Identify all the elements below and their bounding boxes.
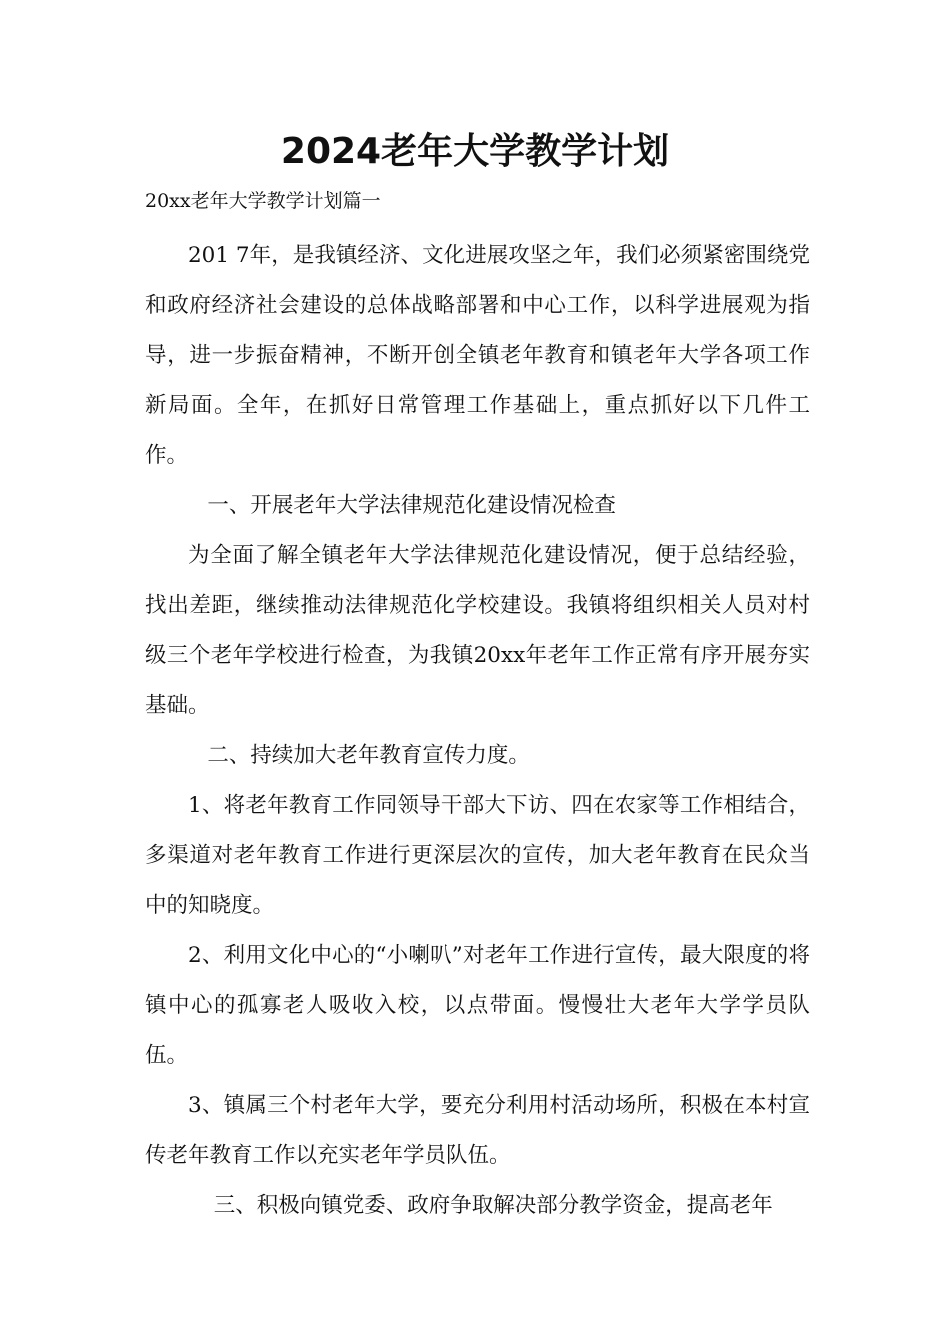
document-title: 2024老年大学教学计划 — [280, 131, 670, 172]
list-item-3: 3、镇属三个村老年大学，要充分利用村活动场所，积极在本村宣传老年教育工作以充实老年学员队伍。 — [145, 1093, 810, 1168]
paragraph-section-1: 为全面了解全镇老年大学法律规范化建设情况，便于总结经验，找出差距，继续推动法律规范化学校建设。我镇将组织相关人员对村级三个老年学校进行检查，为我镇20xx年老年工作正常有序开展夯实基础。 — [145, 543, 810, 718]
document-subtitle: 20xx老年大学教学计划篇一 — [145, 190, 381, 212]
document-body — [145, 231, 810, 1231]
paragraph-intro: 201 7年，是我镇经济、文化进展攻坚之年，我们必须紧密围绕党和政府经济社会建设的总体战略部署和中心工作，以科学进展观为指导，进一步振奋精神，不断开创全镇老年教育和镇老年大学各项工作新局面。全年，在抓好日常管理工作基础上，重点抓好以下几件工作。 — [145, 243, 810, 468]
section-heading-1: 一、开展老年大学法律规范化建设情况检查 — [207, 493, 616, 518]
list-item-2: 2、利用文化中心的“小喇叭”对老年工作进行宣传，最大限度的将镇中心的孤寡老人吸收入校，以点带面。慢慢壮大老年大学学员队伍。 — [145, 943, 810, 1068]
section-heading-3: 三、积极向镇党委、政府争取解决部分教学资金，提高老年 — [213, 1193, 773, 1218]
section-heading-2: 二、持续加大老年教育宣传力度。 — [207, 743, 530, 768]
list-item-1: 1、将老年教育工作同领导干部大下访、四在农家等工作相结合，多渠道对老年教育工作进行更深层次的宣传，加大老年教育在民众当中的知晓度。 — [145, 793, 810, 918]
